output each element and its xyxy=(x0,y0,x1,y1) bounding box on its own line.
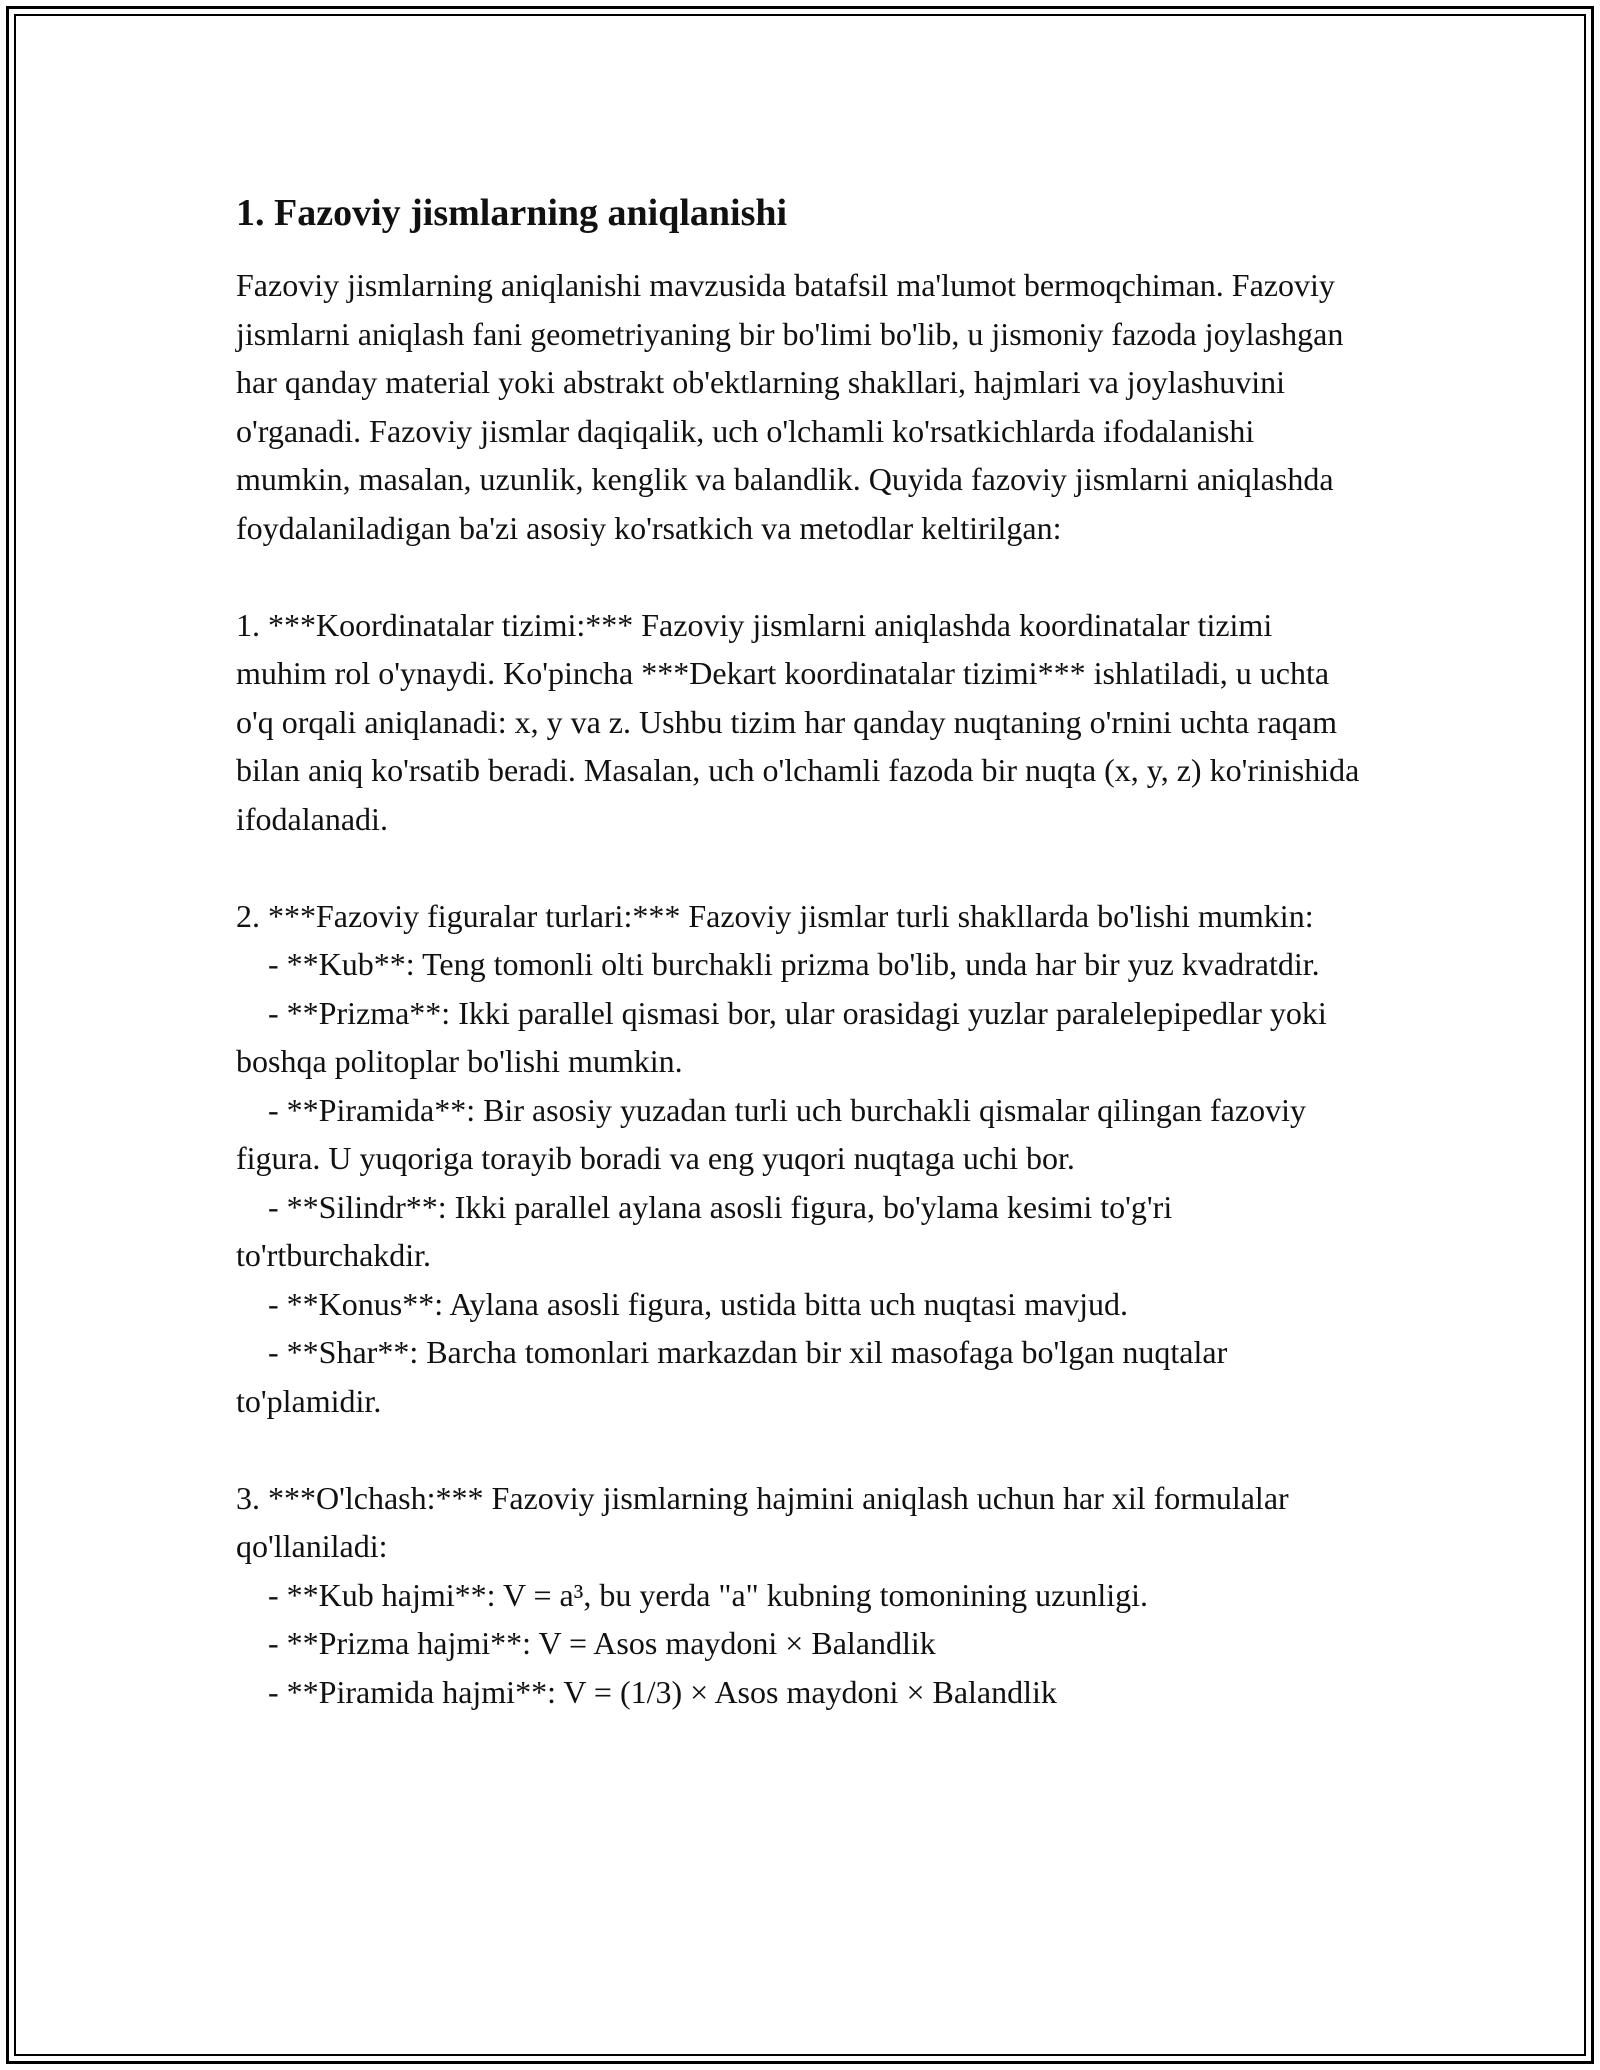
paragraph-spacer xyxy=(236,1425,1366,1474)
figure-item-silindr: - **Silindr**: Ikki parallel aylana asosli figura, bo'ylama kesimi to'g'ri to'rtburchakdir. xyxy=(236,1188,1181,1273)
figure-item-kub: - **Kub**: Teng tomonli olti burchakli prizma bo'lib, unda har bir yuz kvadratdir. xyxy=(236,946,1320,982)
document-body xyxy=(236,185,1366,1716)
formula-item-prizma: - **Prizma hajmi**: V = Asos maydoni × Balandlik xyxy=(236,1625,936,1661)
figure-item-shar: - **Shar**: Barcha tomonlari markazdan bir xil masofaga bo'lgan nuqtalar to'plamidir. xyxy=(236,1334,1236,1419)
paragraph-spacer xyxy=(236,552,1366,601)
figure-item-prizma: - **Prizma**: Ikki parallel qismasi bor, ular orasidagi yuzlar paralelepipedlar yoki boshqa politoplar bo'lishi mumkin. xyxy=(236,994,1335,1079)
paragraph-spacer xyxy=(236,843,1366,892)
section-figure-types-heading: 2. ***Fazoviy figuralar turlari:*** Fazoviy jismlar turli shakllarda bo'lishi mumkin: xyxy=(236,897,1314,934)
formula-item-piramida: - **Piramida hajmi**: V = (1/3) × Asos maydoni × Balandlik xyxy=(236,1673,1057,1710)
section-measurement-heading: 3. ***O'lchash:*** Fazoviy jismlarning hajmini aniqlash uchun har xil formulalar qo'llaniladi: xyxy=(236,1479,1297,1564)
formula-item-kub: - **Kub hajmi**: V = a³, bu yerda "a" kubning tomonining uzunligi. xyxy=(236,1576,1149,1613)
section-coordinates: 1. ***Koordinatalar tizimi:*** Fazoviy jismlarni aniqlashda koordinatalar tizimi muhim rol o'ynaydi. Ko'pincha ***Dekart koordinatalar tizimi*** ishlatiladi, u uchta o'q orqali aniqlanadi: x, y va z. Ushbu tizim har qanday nuqtaning o'rnini uchta raqam bilan aniq ko'rsatib beradi. Masalan, uch o'lchamli fazoda bir nuqta (x, y, z) ko'rinishida ifodalanadi. xyxy=(236,606,1368,837)
document-title: 1. Fazoviy jismlarning aniqlanishi xyxy=(236,192,788,234)
figure-item-piramida: - **Piramida**: Bir asosiy yuzadan turli uch burchakli qismalar qilingan fazoviy figura. U yuqoriga torayib boradi va eng yuqori nuqtaga uchi bor. xyxy=(236,1091,1314,1176)
figure-item-konus: - **Konus**: Aylana asosli figura, ustida bitta uch nuqtasi mavjud. xyxy=(236,1285,1129,1322)
intro-paragraph: Fazoviy jismlarning aniqlanishi mavzusida batafsil ma'lumot bermoqchiman. Fazoviy jismlarni aniqlash fani geometriyaning bir bo'limi bo'lib, u jismoniy fazoda joylashgan har qanday material yoki abstrakt ob'ektlarning shakllari, hajmlari va joylashuvini o'rganadi. Fazoviy jismlar daqiqalik, uch o'lchamli ko'rsatkichlarda ifodalanishi mumkin, masalan, uzunlik, kenglik va balandlik. Quyida fazoviy jismlarni aniqlashda foydalaniladigan ba'zi asosiy ko'rsatkich va metodlar keltirilgan: xyxy=(236,267,1352,546)
